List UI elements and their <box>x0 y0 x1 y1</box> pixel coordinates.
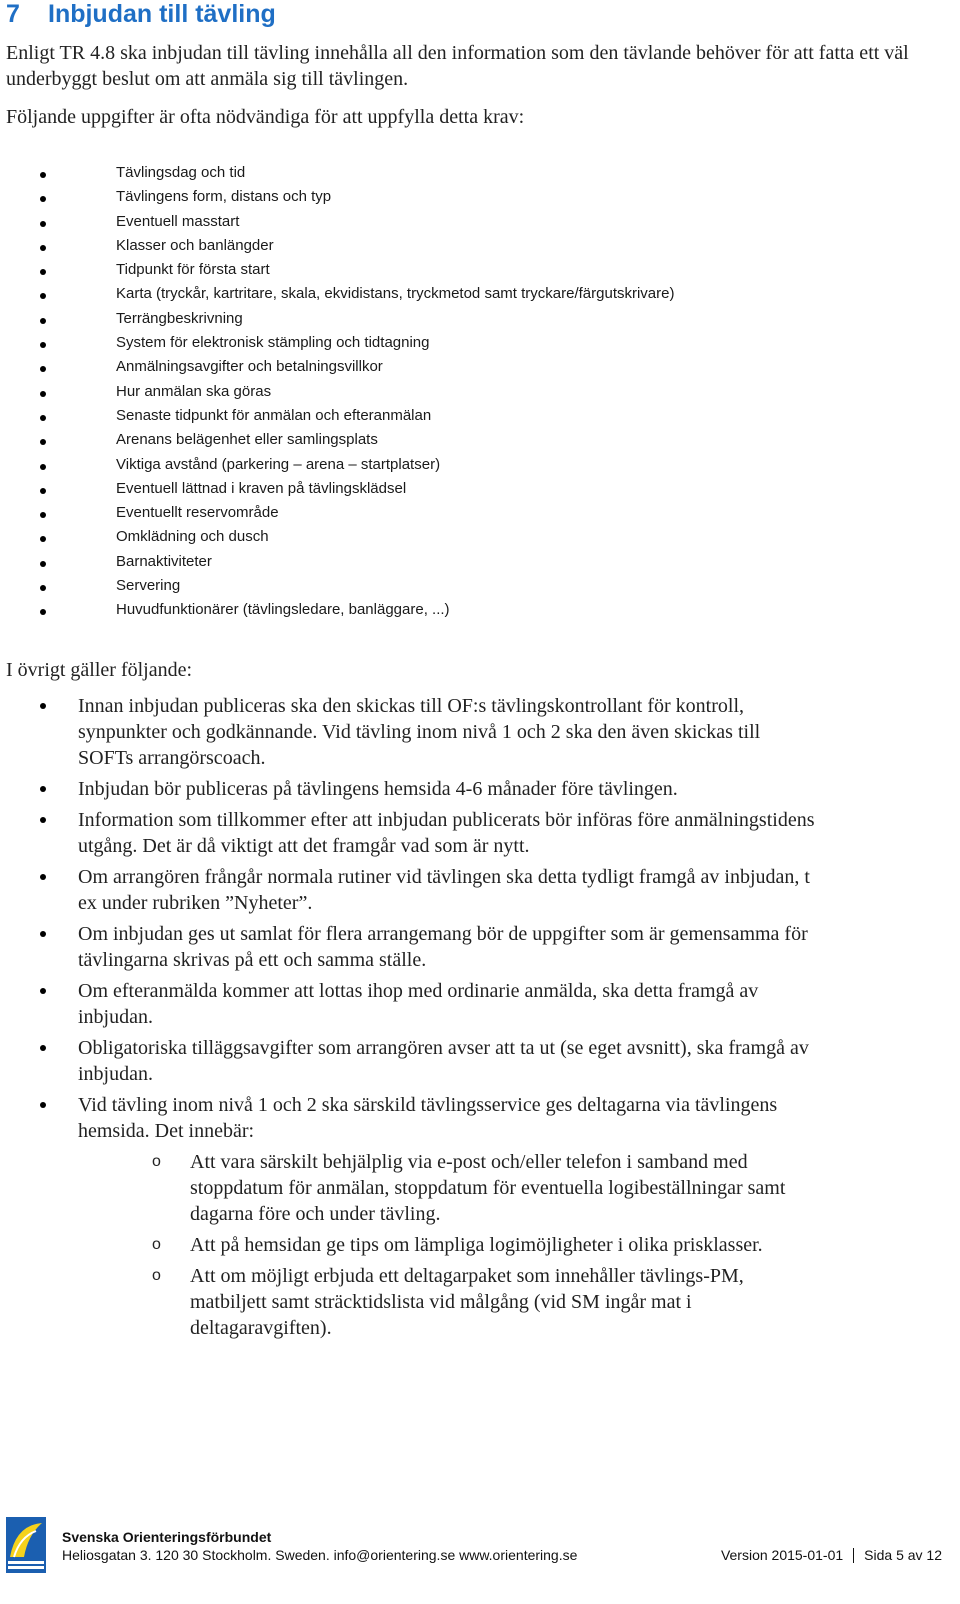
rule-text: Om arrangören frångår normala rutiner vid tävlingen ska detta tydligt framgå av inbjudan, t ex under rubriken ”Nyheter”. <box>78 866 810 914</box>
list-item: Barnaktiviteter <box>0 552 675 576</box>
other-intro-paragraph: I övrigt gäller följande: <box>6 659 193 681</box>
intro-paragraph: Enligt TR 4.8 ska inbjudan till tävling innehålla all den information som den tävlande behöver för att fatta ett väl underbyggt beslut om att anmäla sig till tävlingen. <box>6 42 909 90</box>
rule-text: Om efteranmälda kommer att lottas ihop med ordinarie anmälda, ska detta framgå av inbjudan. <box>78 980 759 1028</box>
list-item: Eventuellt reservområde <box>0 503 675 527</box>
rule-item <box>0 776 818 802</box>
required-items-list <box>0 163 675 625</box>
svensk-orientering-logo <box>6 1517 46 1573</box>
list-item: Tävlingens form, distans och typ <box>0 187 675 211</box>
rule-text: Obligatoriska tilläggsavgifter som arrangören avser att ta ut (se eget avsnitt), ska framgå av inbjudan. <box>78 1037 809 1085</box>
list-item: Senaste tidpunkt för anmälan och efteranmälan <box>0 406 675 430</box>
list-item: Eventuell masstart <box>0 212 675 236</box>
list-item: System för elektronisk stämpling och tidtagning <box>0 333 675 357</box>
list-item: Servering <box>0 576 675 600</box>
list-item: Arenans belägenhet eller samlingsplats <box>0 430 675 454</box>
list-item: Tävlingsdag och tid <box>0 163 675 187</box>
rule-item <box>0 978 818 1030</box>
list-item: Eventuell lättnad i kraven på tävlingsklädsel <box>0 479 675 503</box>
logo-graphic-icon <box>6 1517 46 1573</box>
footer-version-page <box>721 1547 942 1563</box>
list-item: Omklädning och dusch <box>0 527 675 551</box>
rule-text: Information som tillkommer efter att inbjudan publicerats bör införas före anmälningstidens utgång. Det är då viktigt att det framgår vad som är nytt. <box>78 809 815 857</box>
rule-text: Om inbjudan ges ut samlat för flera arrangemang bör de uppgifter som är gemensamma för tävlingarna skrivas på ett och samma ställe. <box>78 923 808 971</box>
list-item: Karta (tryckår, kartritare, skala, ekvidistans, tryckmetod samt tryckare/färgutskrivare) <box>0 284 675 308</box>
section-number: 7 <box>6 0 20 28</box>
rule-item <box>0 807 818 859</box>
list-item: Anmälningsavgifter och betalningsvillkor <box>0 357 675 381</box>
rules-list <box>0 693 900 1346</box>
list-item: Terrängbeskrivning <box>0 309 675 333</box>
rule-item <box>0 864 818 916</box>
list-item: Hur anmälan ska göras <box>0 382 675 406</box>
section-title: Inbjudan till tävling <box>48 0 276 28</box>
footer-divider <box>853 1548 854 1563</box>
footer-organization: Svenska Orienteringsförbundet <box>62 1529 272 1545</box>
rule-text: Vid tävling inom nivå 1 och 2 ska särskild tävlingsservice ges deltagarna via tävlingens hemsida. Det innebär: <box>78 1094 778 1142</box>
service-item: o Att på hemsidan ge tips om lämpliga logimöjligheter i olika prisklasser. <box>190 1232 810 1258</box>
list-item: Klasser och banlängder <box>0 236 675 260</box>
rule-text: Innan inbjudan publiceras ska den skickas till OF:s tävlingskontrollant för kontroll, synpunkter och godkännande. Vid tävling inom nivå 1 och 2 ska den även skickas till SOFTs arrangörscoach. <box>78 695 761 769</box>
list-item: Tidpunkt för första start <box>0 260 675 284</box>
rule-item <box>0 921 818 973</box>
service-item: o Att vara särskilt behjälplig via e-post och/eller telefon i samband med stoppdatum för anmälan, stoppdatum för eventuella logibeställningar samt dagarna före och under tävling. <box>190 1149 810 1227</box>
rule-item <box>0 1035 818 1087</box>
list-intro-paragraph: Följande uppgifter är ofta nödvändiga för att uppfylla detta krav: <box>6 106 525 128</box>
footer-page-number: Sida 5 av 12 <box>864 1547 942 1563</box>
footer-address: Heliosgatan 3. 120 30 Stockholm. Sweden. info@orientering.se www.orientering.se <box>62 1547 578 1563</box>
service-items-list <box>78 1149 818 1341</box>
list-item: Viktiga avstånd (parkering – arena – startplatser) <box>0 455 675 479</box>
footer-version: Version 2015-01-01 <box>720 1547 844 1563</box>
page-footer <box>0 1505 960 1604</box>
rule-item <box>0 1092 818 1341</box>
rule-text: Inbjudan bör publiceras på tävlingens hemsida 4-6 månader före tävlingen. <box>78 778 678 800</box>
list-item: Huvudfunktionärer (tävlingsledare, banläggare, ...) <box>0 600 675 624</box>
service-item: o Att om möjligt erbjuda ett deltagarpaket som innehåller tävlings-PM, matbiljett samt sträcktidslista vid målgång (vid SM ingår mat i deltagaravgiften). <box>190 1263 810 1341</box>
section-heading <box>6 0 276 29</box>
rule-item <box>0 693 818 771</box>
